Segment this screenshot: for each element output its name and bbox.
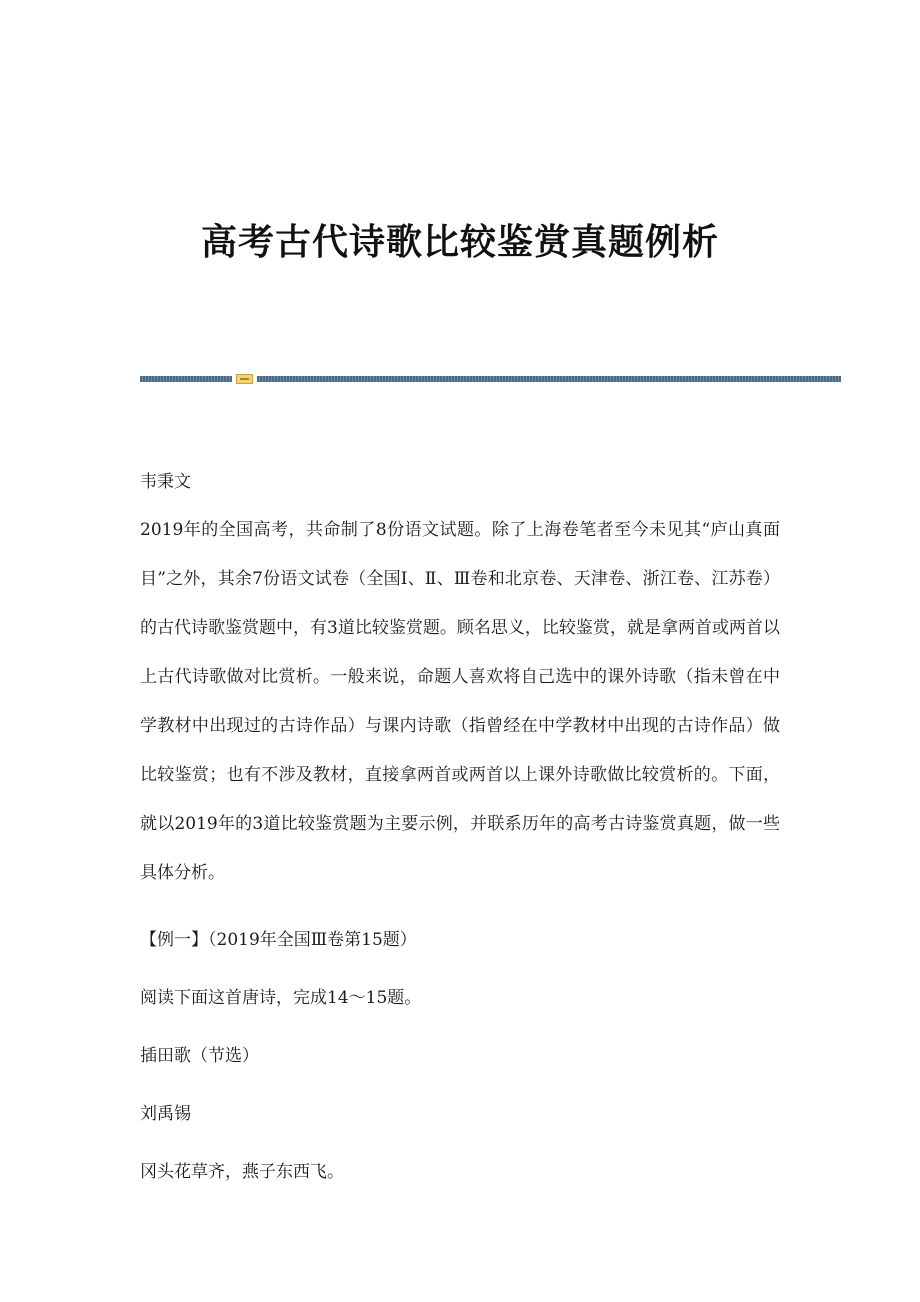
poem-author: 刘禹锡 [140, 1104, 191, 1124]
page-title: 高考古代诗歌比较鉴赏真题例析 [200, 221, 719, 263]
intro-paragraph: 2019年的全国高考，共命制了8份语文试题。除了上海卷笔者至今未见其“庐山真面目”之外，其余7份语文试卷（全国Ⅰ、Ⅱ、Ⅲ卷和北京卷、天津卷、浙江卷、江苏卷）的古代诗歌鉴赏题中，有3道比较鉴赏题。顾名思义，比较鉴赏，就是拿两首或两首以上古代诗歌做对比赏析。一般来说，命题人喜欢将自己选中的课外诗歌（指未曾在中学教材中出现过的古诗作品）与课内诗歌（指曾经在中学教材中出现的古诗作品）做比较鉴赏；也有不涉及教材，直接拿两首或两首以上课外诗歌做比较赏析的。下面，就以2019年的3道比较鉴赏题为主要示例，并联系历年的高考古诗鉴赏真题，做一些具体分析。 [140, 520, 780, 883]
instruction-text: 阅读下面这首唐诗，完成14～15题。 [140, 988, 422, 1008]
poem-line: 冈头花草齐，燕子东西飞。 [140, 1162, 344, 1182]
document-body [140, 466, 780, 1188]
poem-title: 插田歌（节选） [140, 1046, 259, 1066]
divider-bar-right [257, 376, 841, 382]
divider-ornament-icon [236, 374, 253, 384]
title-divider [140, 374, 841, 384]
author-name: 韦秉文 [140, 472, 191, 492]
divider-bar-left [140, 376, 232, 382]
example-heading: 【例一】（2019年全国Ⅲ卷第15题） [140, 930, 417, 950]
